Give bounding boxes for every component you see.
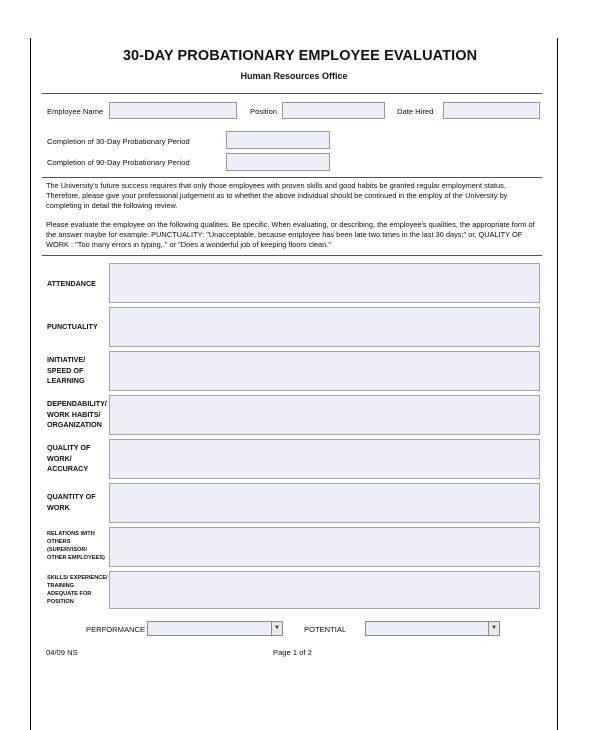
page-number: Page 1 of 2: [273, 648, 312, 657]
divider-qualities: [42, 255, 542, 256]
completion-30-field[interactable]: [226, 131, 330, 149]
performance-label: PERFORMANCE: [86, 625, 146, 634]
instructions-paragraph-1: The University's future success requires that only those employees with proven skills and good habits be granted regular employment status. Therefore, please give your professional judgement as to whether the above individual should be continued in the employ of the University by completing in detail the following review.: [46, 181, 508, 210]
page-border-right: [557, 38, 558, 730]
quality-label-initiative: INITIATIVE/ SPEED OF LEARNING: [47, 355, 86, 385]
quality-label-attendance: ATTENDANCE: [47, 279, 96, 288]
quality-field-skills[interactable]: [109, 571, 540, 609]
quality-field-quantity-of-work[interactable]: [109, 483, 540, 523]
quality-field-relations[interactable]: [109, 527, 540, 567]
completion-90-field[interactable]: [226, 153, 330, 171]
potential-label: POTENTIAL: [304, 625, 347, 634]
chevron-down-icon[interactable]: ▼: [271, 622, 282, 635]
form-code: 04/09 NS: [46, 648, 78, 657]
date-hired-field[interactable]: [443, 102, 540, 119]
potential-select[interactable]: [365, 621, 500, 636]
completion-30-label: Completion of 30-Day Probationary Period: [47, 137, 190, 146]
date-hired-label: Date Hired: [397, 107, 434, 116]
quality-label-quantity-of-work: QUANTITY OF WORK: [47, 492, 96, 512]
quality-field-punctuality[interactable]: [109, 307, 540, 347]
divider-mid: [42, 177, 542, 178]
form-subtitle: Human Resources Office: [240, 71, 348, 81]
employee-name-field[interactable]: [109, 102, 237, 119]
quality-field-initiative[interactable]: [109, 351, 540, 391]
divider-top: [42, 93, 542, 94]
quality-field-attendance[interactable]: [109, 263, 540, 303]
chevron-down-icon[interactable]: ▼: [488, 622, 499, 635]
quality-field-quality-of-work[interactable]: [109, 439, 540, 479]
instructions-paragraph-2: Please evaluate the employee on the following qualities. Be specific. When evaluating, or describing, the employee's qualities, the appropriate form of the answer maybe for example: PUNCTUALITY: "Unacceptable, because employee has been late two times in the last 30 days;" or, QUALITY OF WORK : "Too many errors in typing,." or "Does a wonderful job of keeping floors clean.": [46, 220, 535, 249]
employee-name-label: Employee Name: [47, 107, 104, 116]
quality-label-skills: SKILLS/ EXPERIENCE/ TRAINING ADEQUATE FOR POSITION: [47, 575, 108, 605]
quality-field-dependability[interactable]: [109, 395, 540, 435]
performance-select[interactable]: [147, 621, 283, 636]
quality-label-relations: RELATIONS WITH OTHERS (SUPERVISOR/ OTHER EMPLOYEES): [47, 531, 105, 561]
position-label: Position: [250, 107, 278, 116]
page-border-left: [30, 38, 31, 730]
position-field[interactable]: [282, 102, 385, 119]
quality-label-punctuality: PUNCTUALITY: [47, 322, 98, 331]
quality-label-dependability: DEPENDABILITY/ WORK HABITS/ ORGANIZATION: [47, 399, 107, 429]
form-title: 30-DAY PROBATIONARY EMPLOYEE EVALUATION: [122, 48, 478, 64]
completion-90-label: Completion of 90-Day Probationary Period: [47, 158, 190, 167]
quality-label-quality-of-work: QUALITY OF WORK/ ACCURACY: [47, 443, 91, 473]
